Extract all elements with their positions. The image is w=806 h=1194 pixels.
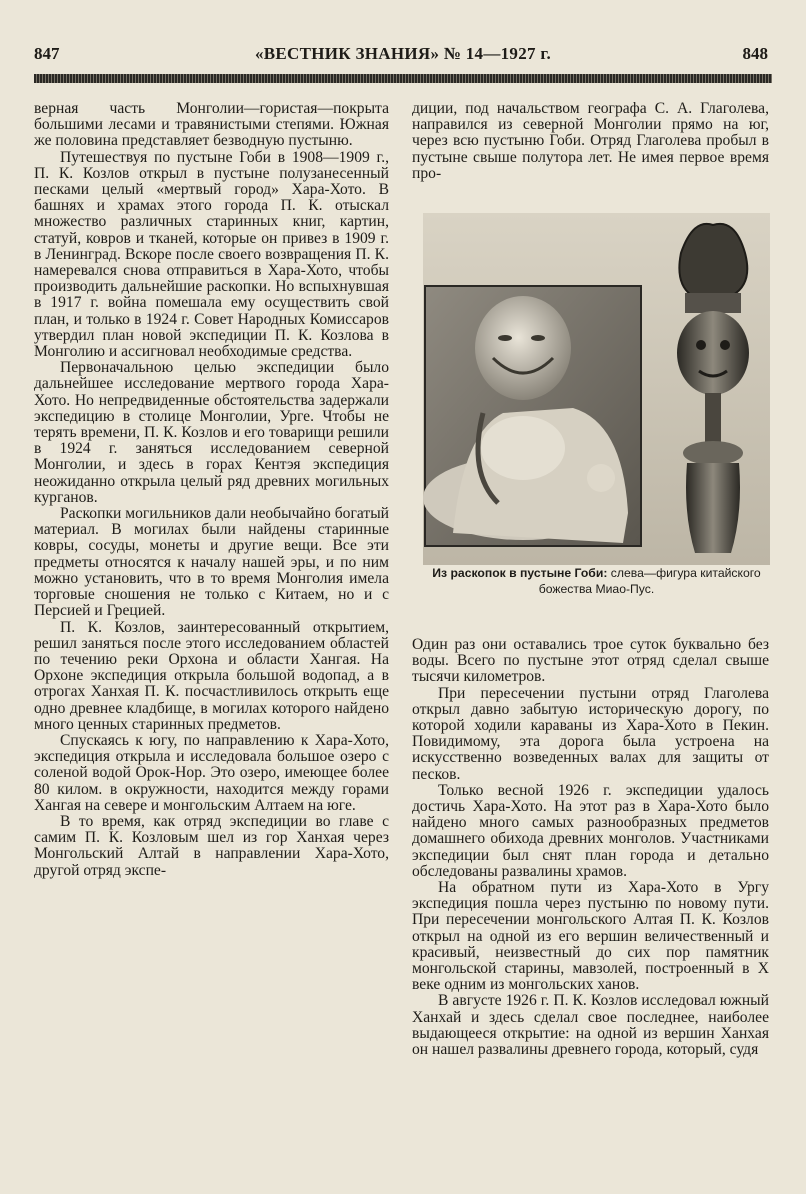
excavation-photo — [423, 213, 770, 565]
paragraph: диции, под начальством географа С. А. Глаголева, направился из северной Монголии прямо на юг, через всю пустыню Гоби. Отряд Глаголева пробыл в пустыне свыше полутора лет. Не имея первое время про- — [412, 100, 769, 182]
caption-text: слева—фигура китайского божества Миао-Пус. — [538, 566, 761, 596]
paragraph: Только весной 1926 г. экспедиции удалось достичь Хара-Хото. На этот раз в Хара-Хото было найдено много самых разнообразных предметов домашнего обихода древних монголов. Участниками экспедиции был снят план города и детально обследованы развалины храмов. — [412, 781, 769, 880]
paragraph: В то время, как отряд экспедиции во главе с самим П. К. Козловым шел из гор Ханхая через Монгольский Алтай в направлении Хара-Хото, другой отряд экспе- — [34, 812, 389, 879]
caption-title: Из раскопок в пустыне Гоби: — [432, 566, 608, 580]
page-number-right: 848 — [742, 44, 768, 63]
journal-title: «ВЕСТНИК ЗНАНИЯ» № 14—1927 г. — [254, 44, 552, 63]
running-header — [34, 44, 772, 74]
left-column — [34, 101, 389, 879]
miao-pus-figure-image — [423, 286, 641, 546]
paragraph: Раскопки могильников дали необычайно богатый материал. В могилах были найдены старинные ковры, сосуды, монеты и другие вещи. Все эти предметы относятся к началу нашей эры, и по ним можно установить, что в то время Монголия имела торговые сношения не только с Китаем, но и с Персией и Грецией. — [34, 505, 390, 620]
paragraph: При пересечении пустыни отряд Глаголева открыл давно забытую историческую дорогу, по которой ходили караваны из Хара-Хото в Пекин. Повидимому, эта дорога была устроена на искусственно возведенных валах для защиты от песков. — [412, 684, 769, 783]
page-number-left: 847 — [34, 44, 60, 63]
paragraph: Первоначальною целью экспедиции было дальнейшее исследование мертвого города Хара-Хото. Но непредвиденные обстоятельства задержали экспедицию в столице Монголии, Урге. Чтобы не терять времени, П. К. Козлов и его товарищи решили в 1924 г. заняться исследованием северной Монголии, и здесь в горах Кентэя экспедиция неожиданно открыла целый ряд древних могильных курганов. — [34, 359, 389, 506]
right-column-bottom — [412, 637, 769, 1058]
paragraph: П. К. Козлов, заинтересованный открытием, решил заняться после этого исследованием областей по течению реки Орхона и области Хангая. На Орхоне экспедиция открыла большой водопад, а в отрогах Ханхая П. К. посчастливилось открыть еще одно древнее кладбище, в могилах которого найдено много ценных старинных предметов. — [34, 618, 389, 733]
photo-caption — [423, 565, 770, 597]
header-rule — [34, 74, 772, 83]
right-column-top — [412, 101, 769, 182]
paragraph: Спускаясь к югу, по направлению к Хара-Хото, экспедиция открыла и исследовала большое озеро с соленой водой Орок-Нор. Это озеро, имеющее более 80 килом. в окружности, находится между горами Хангая на севере и монгольским Алтаем на юге. — [34, 731, 389, 814]
paragraph: На обратном пути из Хара-Хото в Ургу экспедиция пошла через пустыню по новому пути. При пересечении монгольского Алтая П. К. Козлов открыл на одной из его вершин величественный и красивый, неизвестный до сих пор памятник монгольской старины, мавзолей, построенный в X веке одним из монгольских ханов. — [412, 879, 769, 994]
paragraph: Путешествуя по пустыне Гоби в 1908—1909 г., П. К. Козлов открыл в пустыне полузанесенный песками целый «мертвый город» Хара-Хото. В башнях и храмах этого города П. К. отыскал множество различных старинных книг, картин, статуй, ковров и тканей, которые он привез в 1909 г. в Ленинград. Вскоре после своего возвращения П. К. намеревался снова отправиться в Хара-Хото, чтобы производить дальнейшие раскопки. Но вспыхнувшая в 1917 г. война помешала ему осуществить свой план, и только в 1924 г. Совет Народных Комиссаров утвердил план новой экспедиции П. К. Козлова в Монголию и ассигновал необходимые средства. — [34, 148, 389, 361]
paragraph: верная часть Монголии—гористая—покрыта большими лесами и травянистыми степями. Южная же половина представляет безводную пустыню. — [34, 100, 389, 150]
paragraph: Один раз они оставались трое суток буквально без воды. Всего по пустыне этот отряд сделал свыше тысячи километров. — [412, 636, 769, 686]
paragraph: В августе 1926 г. П. К. Козлов исследовал южный Ханхай и здесь сделал свое последнее, наиболее выдающееся открытие: на одной из вершин Ханхая он нашел развалины древнего города, который, судя — [412, 992, 769, 1059]
